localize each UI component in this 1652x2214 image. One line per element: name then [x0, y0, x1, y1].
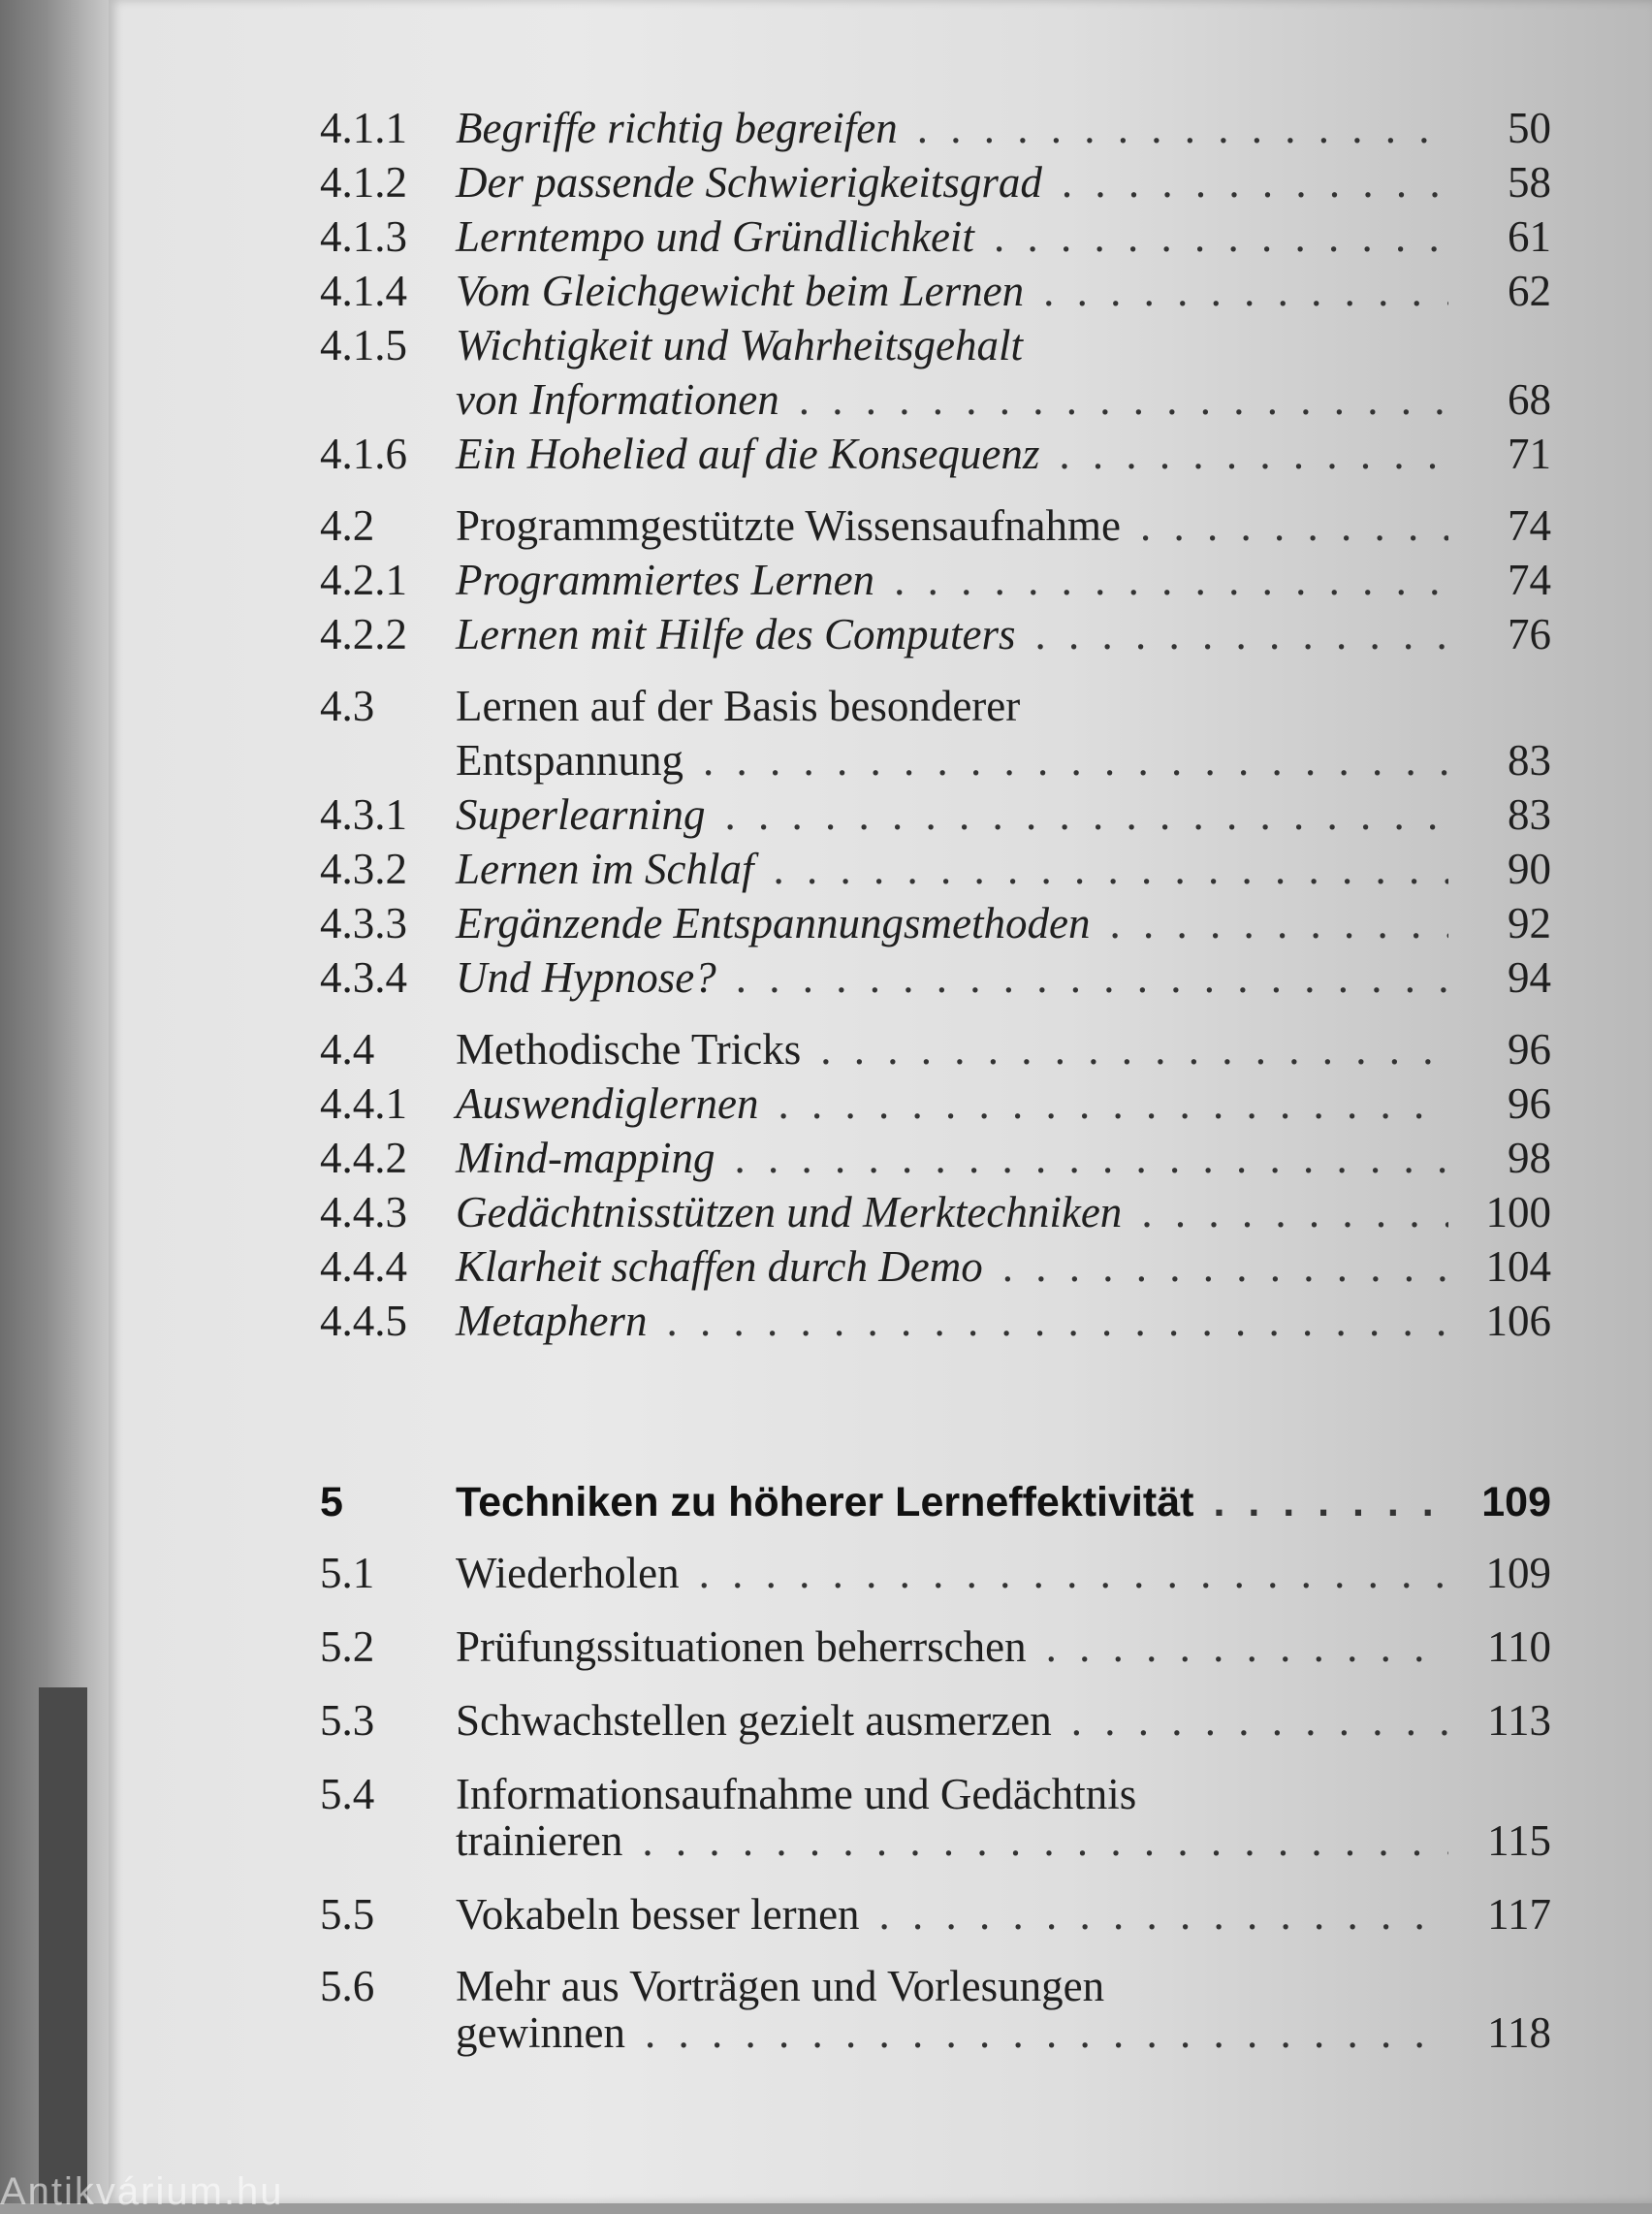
- toc-entry-number: 4.3.2: [320, 845, 407, 893]
- dot-leader: [994, 215, 1448, 259]
- toc-entry-page: 104: [1485, 1242, 1551, 1291]
- toc-entry: [320, 736, 1551, 785]
- toc-entry-title: Und Hypnose?: [456, 953, 716, 1002]
- toc-entry: [320, 1188, 1551, 1236]
- toc-entry-title: Vom Gleichgewicht beim Lernen: [456, 267, 1025, 315]
- toc-entry: [320, 1549, 1551, 1597]
- dot-leader: [734, 1137, 1448, 1180]
- toc-entry-number: 5.1: [320, 1549, 375, 1597]
- toc-entry-number: 4.2.1: [320, 556, 407, 604]
- dot-leader: [666, 1300, 1448, 1343]
- toc-entry: [320, 790, 1551, 839]
- toc-entry-number: 4.1.5: [320, 321, 407, 369]
- toc-entry-number: 4.1.4: [320, 267, 407, 315]
- toc-entry: [320, 1079, 1551, 1128]
- toc-entry-title: Techniken zu höherer Lerneffektivität: [456, 1479, 1194, 1525]
- watermark: Antikvárium.hu: [0, 2170, 284, 2213]
- toc-entry: [320, 501, 1551, 550]
- toc-entry-number: 4.3: [320, 682, 375, 730]
- toc-entry: [320, 1962, 1551, 2010]
- toc-entry-page: 94: [1508, 953, 1551, 1002]
- dot-leader: [1141, 1191, 1448, 1235]
- toc-entry: [320, 1890, 1551, 1939]
- dot-leader: [773, 848, 1448, 891]
- toc-entry-title: Begriffe richtig begreifen: [456, 104, 898, 152]
- toc-entry-title: Klarheit schaffen durch Demo: [456, 1242, 983, 1291]
- toc-entry-page: 90: [1508, 845, 1551, 893]
- toc-entry-title: Programmiertes Lernen: [456, 556, 875, 604]
- toc-entry-title: Lernen auf der Basis besonderer: [456, 682, 1021, 730]
- toc-entry-title: Lerntempo und Gründlichkeit: [456, 212, 974, 261]
- dot-leader: [1071, 1699, 1448, 1743]
- toc-entry: [320, 430, 1551, 478]
- toc-entry-page: 113: [1487, 1696, 1551, 1745]
- toc-entry: [320, 212, 1551, 261]
- toc-entry: [320, 321, 1551, 369]
- toc-entry-title: von Informationen: [456, 375, 779, 424]
- dot-leader: [703, 739, 1448, 783]
- toc-entry-title: Wichtigkeit und Wahrheitsgehalt: [456, 321, 1023, 369]
- toc-entry-page: 58: [1508, 158, 1551, 207]
- toc-entry: [320, 2008, 1551, 2057]
- toc-entry-page: 74: [1508, 556, 1551, 604]
- toc-entry-page: 96: [1508, 1025, 1551, 1074]
- dot-leader: [1043, 270, 1448, 313]
- toc-entry-number: 5.5: [320, 1890, 375, 1939]
- toc-entry: [320, 682, 1551, 730]
- toc-entry-number: 4.4.1: [320, 1079, 407, 1128]
- dot-leader: [1034, 613, 1448, 657]
- toc-entry-title: Mehr aus Vorträgen und Vorlesungen: [456, 1962, 1105, 2010]
- toc-entry-number: 4.4.2: [320, 1134, 407, 1182]
- toc-entry-page: 100: [1485, 1188, 1551, 1236]
- toc-entry-number: 4.4.4: [320, 1242, 407, 1291]
- toc-entry-page: 83: [1508, 790, 1551, 839]
- toc-entry-page: 109: [1485, 1549, 1551, 1597]
- toc-entry-number: 4.4: [320, 1025, 375, 1074]
- toc-entry: [320, 953, 1551, 1002]
- toc-entry: [320, 375, 1551, 424]
- toc-entry: [320, 1696, 1551, 1745]
- toc-entry-title: Entspannung: [456, 736, 683, 785]
- toc-entry-page: 92: [1508, 899, 1551, 947]
- toc-entry: [320, 1816, 1551, 1865]
- toc-entry: [320, 1134, 1551, 1182]
- toc-entry-page: 71: [1508, 430, 1551, 478]
- toc-entry-title: Metaphern: [456, 1297, 648, 1345]
- toc-entry-page: 76: [1508, 610, 1551, 658]
- toc-entry-title: Superlearning: [456, 790, 706, 839]
- toc-entry: [320, 1479, 1551, 1525]
- dot-leader: [879, 1893, 1448, 1937]
- toc-entry-number: 4.1.2: [320, 158, 407, 207]
- toc-entry: [320, 556, 1551, 604]
- toc-entry-page: 110: [1487, 1622, 1551, 1671]
- toc-entry-title: Mind-mapping: [456, 1134, 715, 1182]
- dot-leader: [1140, 504, 1448, 548]
- toc-entry: [320, 1297, 1551, 1345]
- dot-leader: [736, 956, 1448, 1000]
- dot-leader: [699, 1552, 1448, 1595]
- toc-entry-page: 50: [1508, 104, 1551, 152]
- dot-leader: [1002, 1245, 1448, 1289]
- toc-entry: [320, 845, 1551, 893]
- toc-entry-title: Informationsaufnahme und Gedächtnis: [456, 1770, 1137, 1818]
- toc-entry-page: 109: [1481, 1479, 1551, 1525]
- toc-entry-number: 4.1.3: [320, 212, 407, 261]
- toc-entry-title: Programmgestützte Wissensaufnahme: [456, 501, 1121, 550]
- toc-entry-page: 83: [1508, 736, 1551, 785]
- toc-entry-title: Wiederholen: [456, 1549, 680, 1597]
- dot-leader: [1062, 161, 1448, 205]
- toc-entry: [320, 1770, 1551, 1818]
- toc-entry: [320, 104, 1551, 152]
- toc-entry-title: Der passende Schwierigkeitsgrad: [456, 158, 1042, 207]
- toc-entry-title: gewinnen: [456, 2008, 625, 2057]
- dot-leader: [642, 1819, 1448, 1863]
- dot-leader: [645, 2011, 1448, 2055]
- toc-entry-number: 4.4.3: [320, 1188, 407, 1236]
- dot-leader: [799, 378, 1448, 422]
- toc-entry-page: 61: [1508, 212, 1551, 261]
- toc-entry-title: Auswendiglernen: [456, 1079, 759, 1128]
- dot-leader: [1059, 433, 1448, 476]
- toc-entry-page: 115: [1487, 1816, 1551, 1865]
- dot-leader: [917, 107, 1448, 150]
- toc-entry-title: Schwachstellen gezielt ausmerzen: [456, 1696, 1052, 1745]
- toc-entry-number: 5.4: [320, 1770, 375, 1818]
- toc-entry-title: Methodische Tricks: [456, 1025, 802, 1074]
- toc-entry-page: 98: [1508, 1134, 1551, 1182]
- toc-entry-title: Prüfungssituationen beherrschen: [456, 1622, 1027, 1671]
- toc-entry: [320, 899, 1551, 947]
- toc-entry-number: 4.4.5: [320, 1297, 407, 1345]
- toc-entry-title: Ein Hohelied auf die Konsequenz: [456, 430, 1040, 478]
- toc-entry: [320, 1622, 1551, 1671]
- toc-entry-number: 4.2: [320, 501, 375, 550]
- toc-entry-title: Lernen mit Hilfe des Computers: [456, 610, 1016, 658]
- toc-entry-page: 96: [1508, 1079, 1551, 1128]
- dot-leader: [1046, 1625, 1448, 1669]
- toc-entry: [320, 158, 1551, 207]
- toc-entry: [320, 1025, 1551, 1074]
- dot-leader: [820, 1028, 1448, 1072]
- toc-entry-number: 5: [320, 1479, 343, 1525]
- toc-entry-title: trainieren: [456, 1816, 623, 1865]
- toc-entry-page: 106: [1485, 1297, 1551, 1345]
- toc-entry-number: 5.6: [320, 1962, 375, 2010]
- dot-leader: [1110, 902, 1449, 946]
- toc-entry-number: 5.3: [320, 1696, 375, 1745]
- toc-entry-number: 5.2: [320, 1622, 375, 1671]
- toc-entry-page: 62: [1508, 267, 1551, 315]
- toc-entry-title: Gedächtnisstützen und Merktechniken: [456, 1188, 1123, 1236]
- dot-leader: [1213, 1482, 1448, 1524]
- toc-entry-number: 4.3.3: [320, 899, 407, 947]
- toc-entry: [320, 267, 1551, 315]
- toc-entry-number: 4.2.2: [320, 610, 407, 658]
- toc-entry-page: 68: [1508, 375, 1551, 424]
- dot-leader: [894, 559, 1448, 602]
- toc-entry: [320, 610, 1551, 658]
- toc-entry-page: 117: [1487, 1890, 1551, 1939]
- toc-entry-number: 4.1.1: [320, 104, 407, 152]
- dot-leader: [778, 1082, 1448, 1126]
- toc-entry-title: Lernen im Schlaf: [456, 845, 754, 893]
- dot-leader: [724, 793, 1448, 837]
- toc-entry-title: Vokabeln besser lernen: [456, 1890, 860, 1939]
- toc-entry-title: Ergänzende Entspannungsmethoden: [456, 899, 1091, 947]
- toc-entry-page: 118: [1487, 2008, 1551, 2057]
- toc-entry-page: 74: [1508, 501, 1551, 550]
- toc-entry-number: 4.3.1: [320, 790, 407, 839]
- toc-entry-number: 4.3.4: [320, 953, 407, 1002]
- toc-entry: [320, 1242, 1551, 1291]
- toc-entry-number: 4.1.6: [320, 430, 407, 478]
